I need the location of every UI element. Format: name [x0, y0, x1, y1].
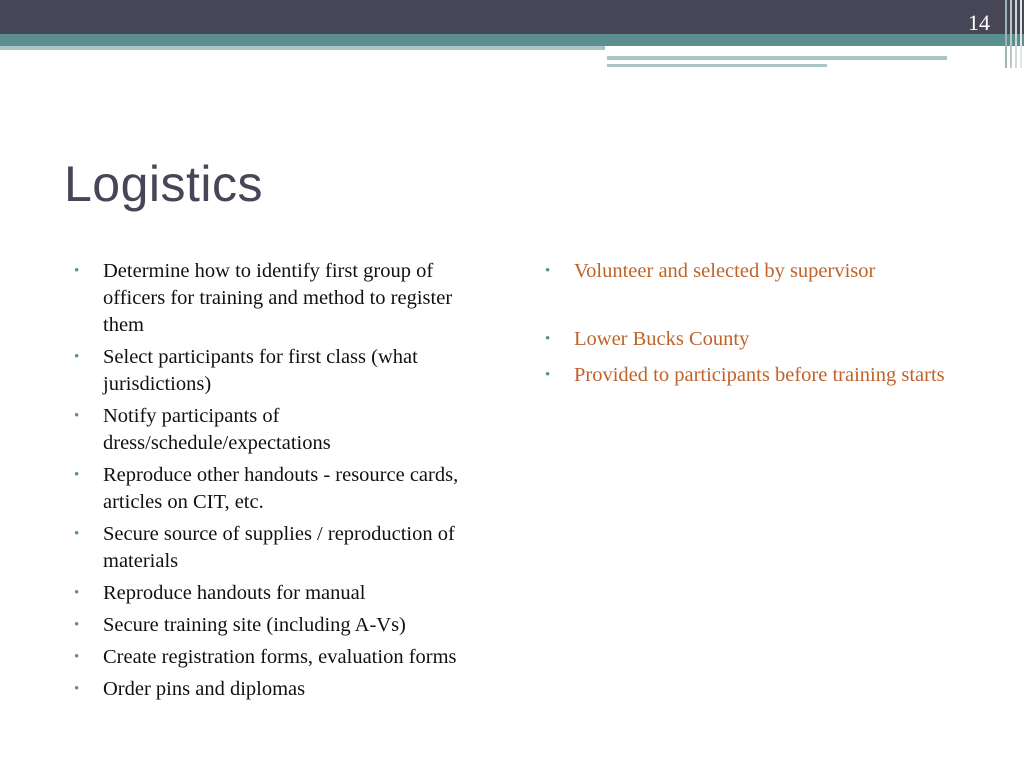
list-item: • Determine how to identify first group of officers for training and method to register them: [74, 258, 494, 339]
header-thin-stripe-right-short: [607, 64, 827, 67]
decorative-vertical-line: [1010, 0, 1012, 68]
list-item: • Reproduce handouts for manual: [74, 580, 494, 607]
decorative-vertical-line: [1020, 0, 1022, 68]
header-thin-stripe-left: [0, 46, 605, 50]
slide-title: Logistics: [64, 156, 264, 212]
header-accent-stripe: [0, 34, 1024, 46]
slide-number: 14: [968, 10, 990, 35]
list-item: • Select participants for first class (what jurisdictions): [74, 344, 494, 398]
list-item: • Create registration forms, evaluation forms: [74, 644, 494, 671]
list-item: • Secure training site (including A-Vs): [74, 612, 494, 639]
list-item: • Volunteer and selected by supervisor: [545, 258, 965, 285]
left-bullet-list: [74, 258, 494, 708]
decorative-vertical-line: [1005, 0, 1007, 68]
list-item: • Order pins and diplomas: [74, 676, 494, 703]
list-item: • Reproduce other handouts - resource cards, articles on CIT, etc.: [74, 462, 494, 516]
header-thin-stripe-right: [607, 56, 947, 60]
header-bar: [0, 0, 1024, 34]
list-item: • Notify participants of dress/schedule/expectations: [74, 403, 494, 457]
list-item: • Lower Bucks County: [545, 326, 965, 353]
list-item: • Secure source of supplies / reproduction of materials: [74, 521, 494, 575]
list-item: • Provided to participants before training starts: [545, 362, 965, 389]
decorative-vertical-line: [1015, 0, 1017, 68]
right-bullet-list: [545, 258, 965, 389]
